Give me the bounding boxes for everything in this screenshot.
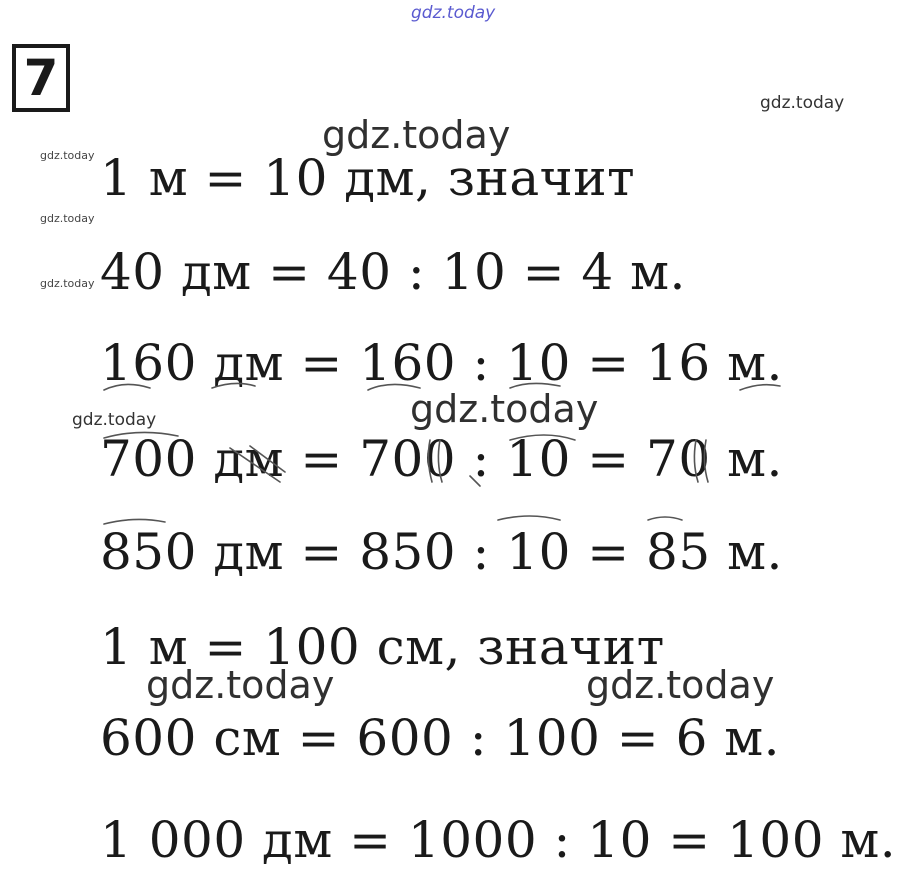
arc-mark bbox=[648, 517, 682, 520]
task-number-box bbox=[12, 44, 70, 112]
watermark-top: gdz.today bbox=[411, 3, 496, 23]
equation-line-5: 850 дм = 850 : 10 = 85 м. bbox=[100, 523, 783, 581]
equation-line-7: 600 см = 600 : 100 = 6 м. bbox=[100, 709, 781, 767]
watermark-left-tiny-1: gdz.today bbox=[40, 149, 95, 162]
watermark-left-medium: gdz.today bbox=[72, 410, 157, 430]
watermark-large-1: gdz.today bbox=[322, 113, 511, 157]
arc-mark bbox=[498, 516, 560, 520]
watermark-right-small: gdz.today bbox=[760, 93, 845, 113]
equation-line-1: 1 м = 10 дм, значит bbox=[100, 149, 636, 207]
equation-line-8: 1 000 дм = 1000 : 10 = 100 м. bbox=[100, 811, 897, 869]
watermark-left-tiny-3: gdz.today bbox=[40, 277, 95, 290]
watermark-large-2: gdz.today bbox=[410, 387, 599, 431]
equation-line-3: 160 дм = 160 : 10 = 16 м. bbox=[100, 334, 783, 392]
watermark-left-tiny-2: gdz.today bbox=[40, 212, 95, 225]
equation-line-6: 1 м = 100 см, значит bbox=[100, 618, 665, 676]
equation-line-4: 700 дм = 700 : 10 = 70 м. bbox=[100, 430, 783, 488]
equation-line-2: 40 дм = 40 : 10 = 4 м. bbox=[100, 243, 686, 301]
watermark-large-4: gdz.today bbox=[586, 663, 775, 707]
watermark-large-3: gdz.today bbox=[146, 663, 335, 707]
task-number: 7 bbox=[23, 49, 59, 107]
